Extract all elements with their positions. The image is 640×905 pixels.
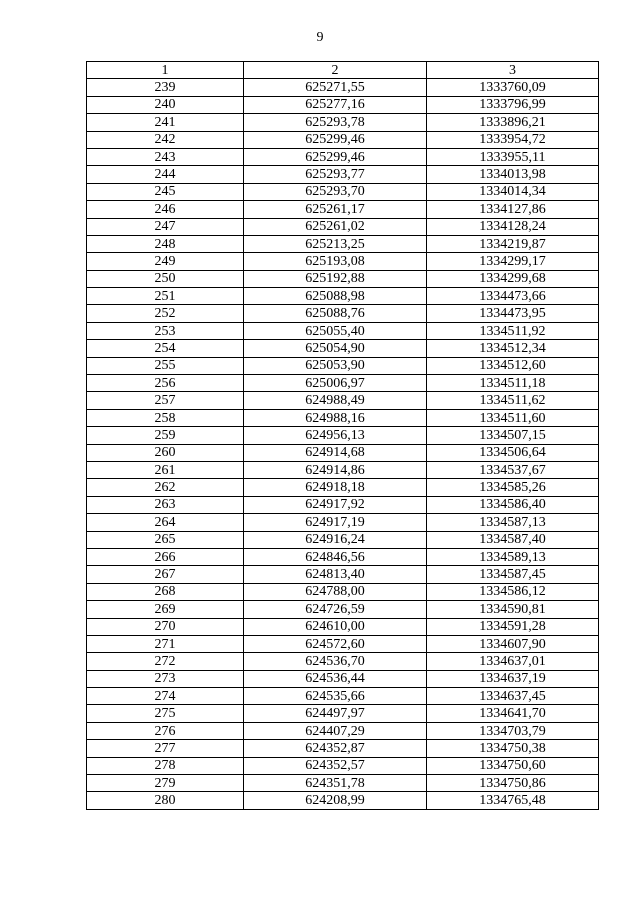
table-row (87, 357, 599, 374)
table-row (87, 392, 599, 409)
table-row (87, 183, 599, 200)
x-coordinate-cell: 625192,88 (244, 270, 427, 287)
y-coordinate-cell: 1333796,99 (427, 96, 599, 113)
point-number-cell: 242 (87, 131, 244, 148)
y-coordinate-cell: 1333896,21 (427, 114, 599, 131)
y-coordinate-cell: 1334512,34 (427, 340, 599, 357)
column-header-3: 3 (427, 62, 599, 79)
y-coordinate-cell: 1334586,40 (427, 496, 599, 513)
x-coordinate-cell: 625006,97 (244, 375, 427, 392)
point-number-cell: 252 (87, 305, 244, 322)
table-row (87, 618, 599, 635)
point-number-cell: 278 (87, 757, 244, 774)
y-coordinate-cell: 1334585,26 (427, 479, 599, 496)
column-header-1: 1 (87, 62, 244, 79)
x-coordinate-cell: 624917,92 (244, 496, 427, 513)
point-number-cell: 247 (87, 218, 244, 235)
x-coordinate-cell: 624914,68 (244, 444, 427, 461)
x-coordinate-cell: 625261,02 (244, 218, 427, 235)
table-row (87, 148, 599, 165)
x-coordinate-cell: 625088,76 (244, 305, 427, 322)
table-row (87, 288, 599, 305)
table-row (87, 635, 599, 652)
y-coordinate-cell: 1334512,60 (427, 357, 599, 374)
table-row (87, 583, 599, 600)
x-coordinate-cell: 625261,17 (244, 201, 427, 218)
table-row (87, 270, 599, 287)
point-number-cell: 272 (87, 653, 244, 670)
x-coordinate-cell: 624846,56 (244, 548, 427, 565)
y-coordinate-cell: 1334589,13 (427, 548, 599, 565)
x-coordinate-cell: 624536,70 (244, 653, 427, 670)
point-number-cell: 274 (87, 688, 244, 705)
point-number-cell: 246 (87, 201, 244, 218)
x-coordinate-cell: 624788,00 (244, 583, 427, 600)
y-coordinate-cell: 1334587,40 (427, 531, 599, 548)
table-row (87, 531, 599, 548)
point-number-cell: 254 (87, 340, 244, 357)
x-coordinate-cell: 625293,70 (244, 183, 427, 200)
point-number-cell: 253 (87, 322, 244, 339)
table-row (87, 375, 599, 392)
x-coordinate-cell: 624916,24 (244, 531, 427, 548)
y-coordinate-cell: 1334586,12 (427, 583, 599, 600)
table-row (87, 131, 599, 148)
table-row (87, 409, 599, 426)
x-coordinate-cell: 625193,08 (244, 253, 427, 270)
point-number-cell: 255 (87, 357, 244, 374)
x-coordinate-cell: 624914,86 (244, 461, 427, 478)
table-row (87, 496, 599, 513)
table-row (87, 775, 599, 792)
y-coordinate-cell: 1334511,18 (427, 375, 599, 392)
point-number-cell: 256 (87, 375, 244, 392)
x-coordinate-cell: 625213,25 (244, 235, 427, 252)
point-number-cell: 262 (87, 479, 244, 496)
table-row (87, 444, 599, 461)
x-coordinate-cell: 625088,98 (244, 288, 427, 305)
y-coordinate-cell: 1334637,01 (427, 653, 599, 670)
x-coordinate-cell: 624407,29 (244, 722, 427, 739)
x-coordinate-cell: 624351,78 (244, 775, 427, 792)
y-coordinate-cell: 1334537,67 (427, 461, 599, 478)
y-coordinate-cell: 1334506,64 (427, 444, 599, 461)
y-coordinate-cell: 1334590,81 (427, 601, 599, 618)
table-row (87, 601, 599, 618)
y-coordinate-cell: 1334299,68 (427, 270, 599, 287)
y-coordinate-cell: 1334637,45 (427, 688, 599, 705)
y-coordinate-cell: 1334127,86 (427, 201, 599, 218)
point-number-cell: 248 (87, 235, 244, 252)
point-number-cell: 244 (87, 166, 244, 183)
point-number-cell: 269 (87, 601, 244, 618)
table-row (87, 670, 599, 687)
table-row (87, 253, 599, 270)
x-coordinate-cell: 625055,40 (244, 322, 427, 339)
x-coordinate-cell: 625277,16 (244, 96, 427, 113)
y-coordinate-cell: 1334511,60 (427, 409, 599, 426)
x-coordinate-cell: 625293,77 (244, 166, 427, 183)
x-coordinate-cell: 624572,60 (244, 635, 427, 652)
x-coordinate-cell: 624535,66 (244, 688, 427, 705)
point-number-cell: 261 (87, 461, 244, 478)
x-coordinate-cell: 624610,00 (244, 618, 427, 635)
table-row (87, 96, 599, 113)
x-coordinate-cell: 624988,49 (244, 392, 427, 409)
y-coordinate-cell: 1333954,72 (427, 131, 599, 148)
point-number-cell: 270 (87, 618, 244, 635)
table-row (87, 79, 599, 96)
y-coordinate-cell: 1334473,66 (427, 288, 599, 305)
point-number-cell: 257 (87, 392, 244, 409)
y-coordinate-cell: 1334511,92 (427, 322, 599, 339)
x-coordinate-cell: 625054,90 (244, 340, 427, 357)
table-header-row (87, 62, 599, 79)
table-row (87, 427, 599, 444)
table-row (87, 566, 599, 583)
point-number-cell: 239 (87, 79, 244, 96)
table-row (87, 201, 599, 218)
table-row (87, 114, 599, 131)
y-coordinate-cell: 1334507,15 (427, 427, 599, 444)
x-coordinate-cell: 624813,40 (244, 566, 427, 583)
table-row (87, 722, 599, 739)
point-number-cell: 250 (87, 270, 244, 287)
x-coordinate-cell: 625299,46 (244, 148, 427, 165)
coordinates-table (86, 61, 599, 810)
table-row (87, 653, 599, 670)
point-number-cell: 275 (87, 705, 244, 722)
point-number-cell: 259 (87, 427, 244, 444)
point-number-cell: 241 (87, 114, 244, 131)
y-coordinate-cell: 1333760,09 (427, 79, 599, 96)
point-number-cell: 279 (87, 775, 244, 792)
table-row (87, 740, 599, 757)
column-header-2: 2 (244, 62, 427, 79)
x-coordinate-cell: 624918,18 (244, 479, 427, 496)
x-coordinate-cell: 624726,59 (244, 601, 427, 618)
y-coordinate-cell: 1334591,28 (427, 618, 599, 635)
x-coordinate-cell: 625271,55 (244, 79, 427, 96)
point-number-cell: 258 (87, 409, 244, 426)
table-row (87, 305, 599, 322)
y-coordinate-cell: 1334128,24 (427, 218, 599, 235)
x-coordinate-cell: 624208,99 (244, 792, 427, 809)
x-coordinate-cell: 624988,16 (244, 409, 427, 426)
y-coordinate-cell: 1334765,48 (427, 792, 599, 809)
point-number-cell: 265 (87, 531, 244, 548)
point-number-cell: 243 (87, 148, 244, 165)
point-number-cell: 260 (87, 444, 244, 461)
y-coordinate-cell: 1334750,60 (427, 757, 599, 774)
table-row (87, 479, 599, 496)
y-coordinate-cell: 1334013,98 (427, 166, 599, 183)
y-coordinate-cell: 1334607,90 (427, 635, 599, 652)
point-number-cell: 277 (87, 740, 244, 757)
point-number-cell: 271 (87, 635, 244, 652)
point-number-cell: 240 (87, 96, 244, 113)
y-coordinate-cell: 1334511,62 (427, 392, 599, 409)
table-row (87, 166, 599, 183)
y-coordinate-cell: 1334750,38 (427, 740, 599, 757)
y-coordinate-cell: 1334703,79 (427, 722, 599, 739)
x-coordinate-cell: 625293,78 (244, 114, 427, 131)
table-row (87, 705, 599, 722)
table-row (87, 514, 599, 531)
y-coordinate-cell: 1334299,17 (427, 253, 599, 270)
point-number-cell: 245 (87, 183, 244, 200)
x-coordinate-cell: 624536,44 (244, 670, 427, 687)
table-body (87, 79, 599, 809)
y-coordinate-cell: 1334014,34 (427, 183, 599, 200)
table-row (87, 688, 599, 705)
point-number-cell: 268 (87, 583, 244, 600)
point-number-cell: 267 (87, 566, 244, 583)
x-coordinate-cell: 624956,13 (244, 427, 427, 444)
y-coordinate-cell: 1334641,70 (427, 705, 599, 722)
point-number-cell: 263 (87, 496, 244, 513)
x-coordinate-cell: 624497,97 (244, 705, 427, 722)
table-row (87, 235, 599, 252)
page-number: 9 (316, 30, 324, 45)
table-row (87, 461, 599, 478)
point-number-cell: 249 (87, 253, 244, 270)
table-row (87, 218, 599, 235)
table-row (87, 757, 599, 774)
point-number-cell: 251 (87, 288, 244, 305)
x-coordinate-cell: 625299,46 (244, 131, 427, 148)
x-coordinate-cell: 624917,19 (244, 514, 427, 531)
y-coordinate-cell: 1333955,11 (427, 148, 599, 165)
y-coordinate-cell: 1334219,87 (427, 235, 599, 252)
table-row (87, 548, 599, 565)
x-coordinate-cell: 624352,87 (244, 740, 427, 757)
point-number-cell: 273 (87, 670, 244, 687)
x-coordinate-cell: 624352,57 (244, 757, 427, 774)
point-number-cell: 276 (87, 722, 244, 739)
y-coordinate-cell: 1334587,13 (427, 514, 599, 531)
table-row (87, 340, 599, 357)
y-coordinate-cell: 1334473,95 (427, 305, 599, 322)
point-number-cell: 280 (87, 792, 244, 809)
table-row (87, 792, 599, 809)
y-coordinate-cell: 1334637,19 (427, 670, 599, 687)
y-coordinate-cell: 1334750,86 (427, 775, 599, 792)
table-row (87, 322, 599, 339)
y-coordinate-cell: 1334587,45 (427, 566, 599, 583)
point-number-cell: 266 (87, 548, 244, 565)
x-coordinate-cell: 625053,90 (244, 357, 427, 374)
point-number-cell: 264 (87, 514, 244, 531)
